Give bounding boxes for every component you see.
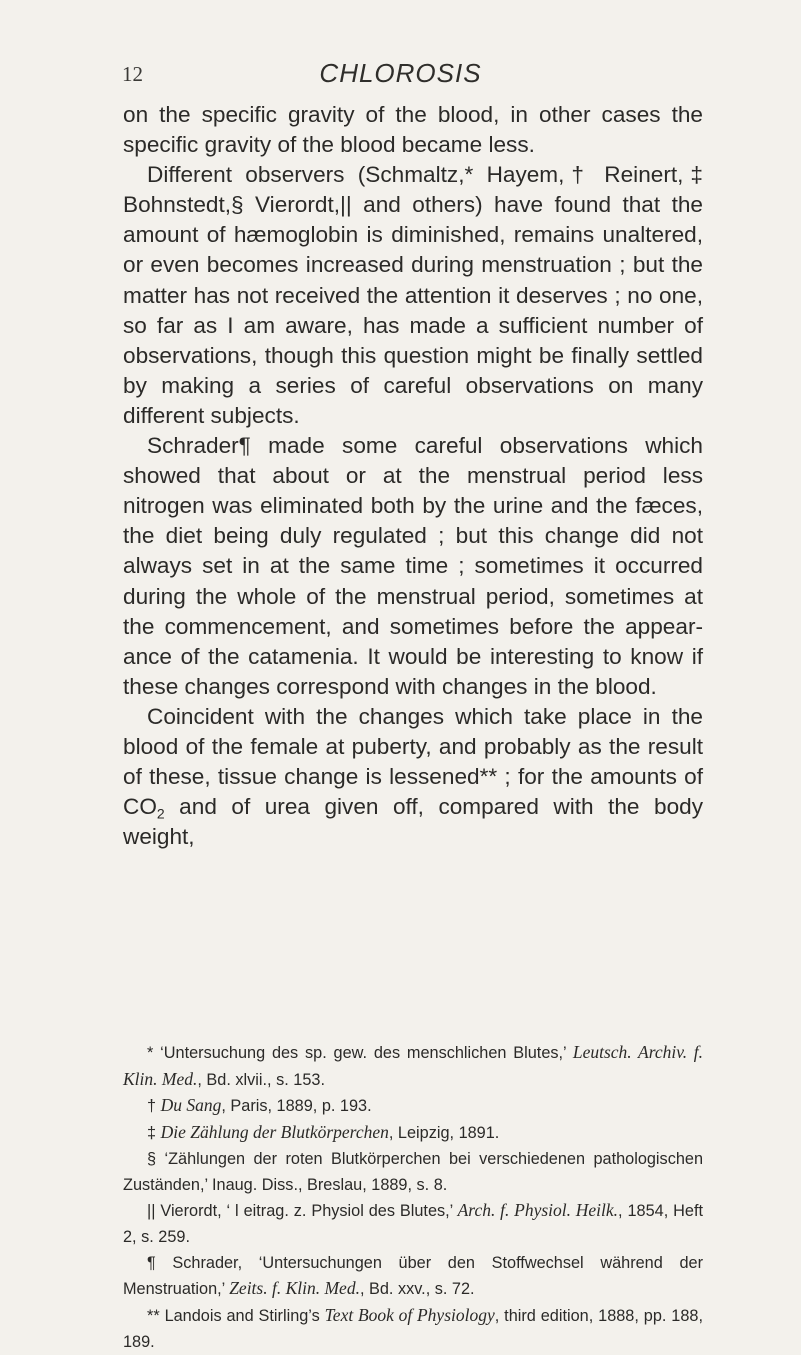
footnote-1-source: Leutsch. Archiv. f. Klin. Med. [123,1042,703,1089]
footnote-5 [123,1198,703,1250]
footnote-1-text: * ‘Untersuchung des sp. gew. des menschlichen Blutes,’ [147,1044,573,1062]
paragraph-1: on the specific gravity of the blood, in other cases the specific gravity of the blood became less. [123,102,703,158]
footnote-2 [123,1093,703,1120]
footnote-2-mark: † [147,1097,161,1116]
footnote-5-ref: , 1854, Heft 2, s. 259. [123,1202,703,1246]
paragraph-2: Different observers (Schmaltz,* Hayem,† Reinert,‡ Bohnstedt,§ Vierordt,|| and others) have found that the amount of hæmoglobin is diminished, remains unaltered, or even becomes increased during menstruation ; but the matter has not received the attention it deserves ; no one, so far as I am aware, has made a sufficient number of observations, though this question might be finally settled by making a series of careful observations on many different subjects. [123,162,703,428]
footnote-3 [123,1120,703,1147]
footnote-5-text: || Vierordt, ‘ l eitrag. z. Physiol des Blutes,’ [147,1202,458,1221]
running-head: CHLOROSIS [319,58,482,88]
footnote-4: § ‘Zählungen der roten Blutkörperchen bei verschiedenen pathologischen Zuständen,’ Inaug. Diss., Breslau, 1889, s. 8. [123,1149,703,1194]
page-number: 12 [122,62,143,86]
paragraph-4-text-a: Coincident with the changes which take place in the blood of the female at puberty, and probably as the result of these, tissue change is lessened** ; for the amounts of CO [123,703,703,820]
co2-subscript: 2 [156,805,165,822]
footnote-3-mark: ‡ [147,1124,161,1143]
paragraph-4 [123,702,703,852]
footnote-2-source: Du Sang [160,1095,222,1116]
footnote-3-ref: , Leipzig, 1891. [388,1124,500,1143]
footnote-7-ref: , third edition, 1888, pp. 188, 189. [123,1307,703,1351]
footnote-1-ref: , Bd. xlvii., s. 153. [197,1070,325,1089]
footnote-5-source: Arch. f. Physiol. Heilk. [457,1200,619,1221]
footnote-2-ref: , Paris, 1889, p. 193. [221,1097,372,1116]
footnote-6 [123,1251,703,1303]
paragraph-4-text-b: and of urea given off, compared with the body weight, [123,794,703,850]
footnote-7 [123,1303,703,1355]
footnote-7-text: ** Landois and Stirling’s [147,1307,325,1326]
footnotes [123,1040,703,1355]
footnote-6-source: Zeits. f. Klin. Med. [229,1278,360,1299]
footnote-7-source: Text Book of Physiology [324,1305,495,1326]
footnote-3-source: Die Zählung der Blutkörperchen [160,1122,389,1143]
paragraph-3: Schrader¶ made some careful observations which showed that about or at the menstrual period less nitrogen was eliminated both by the urine and the fæces, the diet being duly regulated ; but this change did not always set in at the same time ; sometimes it occurred during the whole of the menstrual period, sometimes at the commencement, and sometimes before the appearance of the catamenia. It would be interesting to know if these changes correspond with changes in the blood. [123,433,703,699]
body-text [123,100,703,852]
footnote-6-ref: , Bd. xxv., s. 72. [359,1280,475,1299]
footnote-1 [123,1040,703,1093]
footnote-6-text: ¶ Schrader, ‘Untersuchungen über den Stoffwechsel während der Menstruation,’ [123,1253,703,1299]
